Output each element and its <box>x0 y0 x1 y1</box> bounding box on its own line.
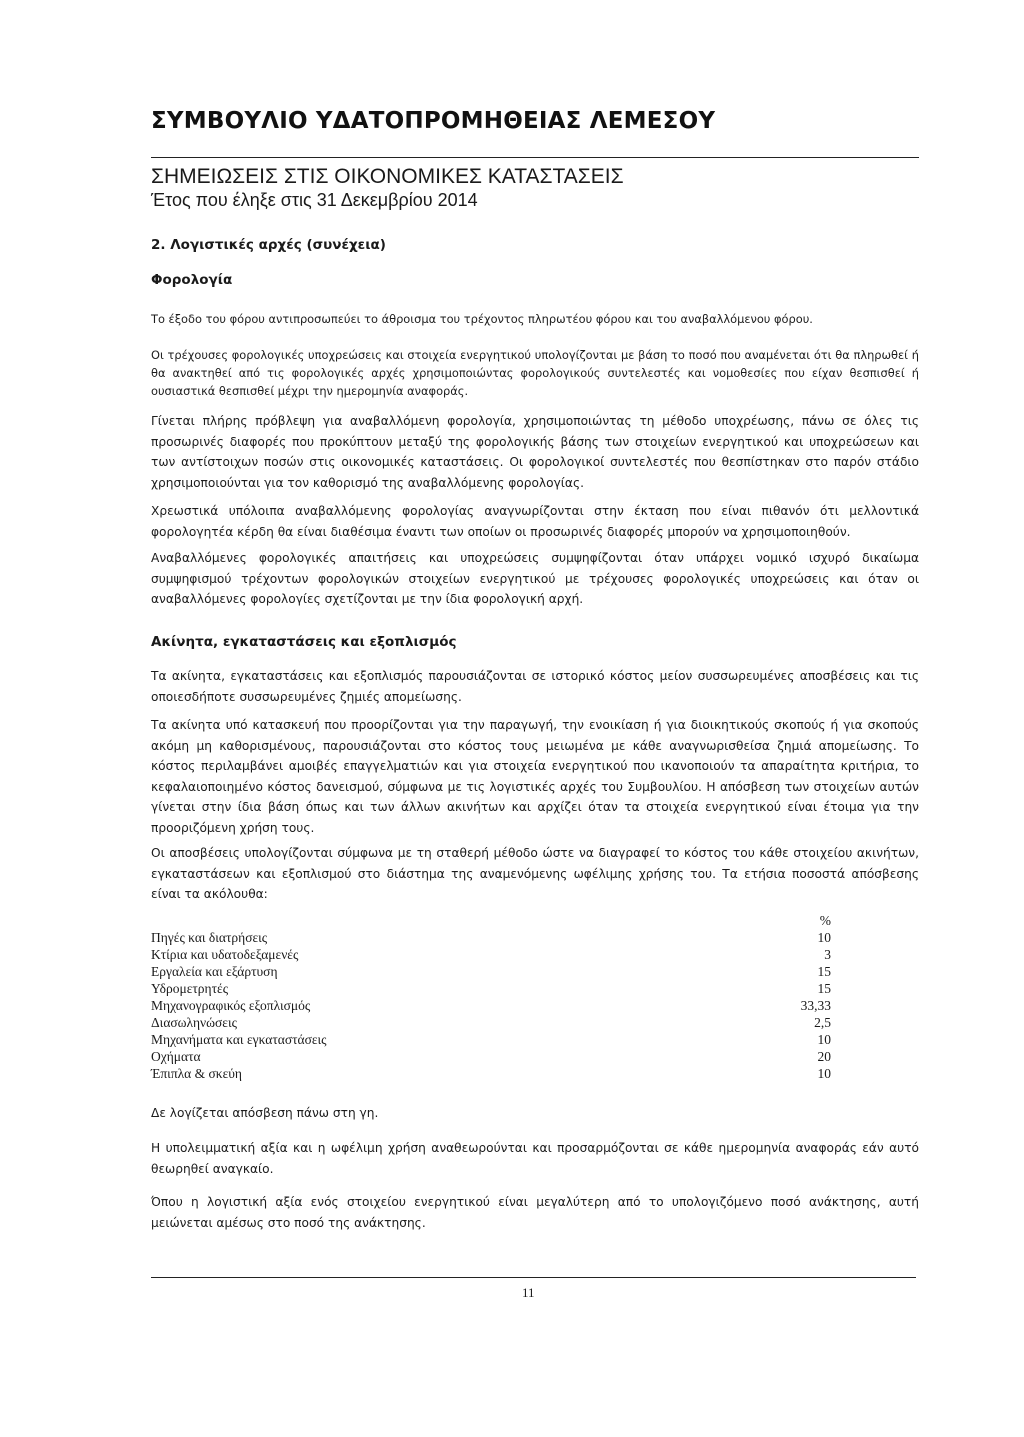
header-divider <box>151 157 919 158</box>
rates-header <box>151 913 831 930</box>
ppe-paragraph-4: Δε λογίζεται απόσβεση πάνω στη γη. <box>151 1106 379 1120</box>
taxation-paragraph-5: Αναβαλλόμενες φορολογικές απαιτήσεις και υποχρεώσεις συμψηφίζονται όταν υπάρχει νομικό ισχυρό δικαίωμα συμψηφισμού τρέχοντων φορολογικών στοιχείων ενεργητικού με τρέχουσες φορολογικές υποχρεώσεις και όταν οι αναβαλλόμενες φορολογίες σχετίζονται με την ίδια φορολογική αρχή. <box>151 551 919 606</box>
rate-label: Διασωληνώσεις <box>151 1015 237 1030</box>
ppe-paragraph-5: Η υπολειμματική αξία και η ωφέλιμη χρήση αναθεωρούνται και προσαρμόζονται σε κάθε ημερομηνία αναφοράς εάν αυτό θεωρηθεί αναγκαίο. <box>151 1141 919 1176</box>
rate-label: Μηχανήματα και εγκαταστάσεις <box>151 1032 327 1047</box>
ppe-paragraph-2: Τα ακίνητα υπό κατασκευή που προορίζονται για την παραγωγή, την ενοικίαση ή για διοικητικούς σκοπούς ή για σκοπούς ακόμη μη καθορισμένους, παρουσιάζονται στο κόστος τους μειωμένα με κάθε αναγνωρισθείσα ζημιά απομείωσης. Το κόστος περιλαμβάνει αμοιβές επαγγελματιών και για στοιχεία ενεργητικού που ικανοποιούν τα απαραίτητα κριτήρια, το κεφαλαιοποιημένο κόστος δανεισμού, σύμφωνα με τις λογιστικές αρχές του Συμβουλίου. Η απόσβεση των στοιχείων αυτών γίνεται στην ίδια βάση όπως και των άλλων ακινήτων και αρχίζει όταν τα στοιχεία ενεργητικού είναι έτοιμα για την προοριζόμενη χρήση τους. <box>151 718 919 835</box>
rate-row <box>151 1015 831 1032</box>
rate-value: 15 <box>817 964 831 979</box>
rate-row <box>151 947 831 964</box>
rate-value: 2,5 <box>814 1015 831 1030</box>
page-number: 11 <box>522 1285 535 1300</box>
rate-label: Οχήματα <box>151 1049 201 1064</box>
rate-row <box>151 981 831 998</box>
rate-row <box>151 1049 831 1066</box>
rate-label: Εργαλεία και εξάρτυση <box>151 964 278 979</box>
rate-value: 10 <box>817 1032 831 1047</box>
rate-value: 20 <box>817 1049 831 1064</box>
rate-value: 15 <box>817 981 831 996</box>
taxation-paragraph-1: Το έξοδο του φόρου αντιπροσωπεύει το άθροισμα του τρέχοντος πληρωτέου φόρου και του αναβαλλόμενου φόρου. <box>151 312 813 326</box>
rate-value: 3 <box>824 947 831 962</box>
rate-value: 10 <box>817 1066 831 1081</box>
rate-label: Υδρομετρητές <box>151 981 229 996</box>
percent-column-header: % <box>819 913 831 928</box>
rate-label: Κτίρια και υδατοδεξαμενές <box>151 947 299 962</box>
ppe-paragraph-3: Οι αποσβέσεις υπολογίζονται σύμφωνα με τη σταθερή μέθοδο ώστε να διαγραφεί το κόστος του κάθε στοιχείου ακινήτων, εγκαταστάσεων και εξοπλισμού στο διάστημα της αναμενόμενης ωφέλιμης χρήσης του. Τα ετήσια ποσοστά απόσβεσης είναι τα ακόλουθα: <box>151 846 919 901</box>
document-subtitle: ΣΗΜΕΙΩΣΕΙΣ ΣΤΙΣ ΟΙΚΟΝΟΜΙΚΕΣ ΚΑΤΑΣΤΑΣΕΙΣ <box>151 165 624 188</box>
ppe-heading: Ακίνητα, εγκαταστάσεις και εξοπλισμός <box>151 634 457 650</box>
footer-divider <box>151 1277 916 1278</box>
rate-row <box>151 1066 831 1083</box>
rate-value: 10 <box>817 930 831 945</box>
ppe-paragraph-6: Όπου η λογιστική αξία ενός στοιχείου ενεργητικού είναι μεγαλύτερη από το υπολογιζόμενο ποσό ανάκτησης, αυτή μειώνεται αμέσως στο ποσό της ανάκτησης. <box>151 1195 919 1230</box>
rate-label: Μηχανογραφικός εξοπλισμός <box>151 998 311 1013</box>
taxation-paragraph-3: Γίνεται πλήρης πρόβλεψη για αναβαλλόμενη φορολογία, χρησιμοποιώντας τη μέθοδο υποχρέωσης, πάνω σε όλες τις προσωρινές διαφορές που προκύπτουν μεταξύ της φορολογικής βάσης των στοιχείων ενεργητικού και υποχρεώσεων και των αντίστοιχων ποσών στις οικονομικές καταστάσεις. Οι φορολογικοί συντελεστές που θεσπίστηκαν στο παρόν στάδιο χρησιμοποιούνται για τον καθορισμό της αναβαλλόμενης φορολογίας. <box>151 414 919 490</box>
organization-title: ΣΥΜΒΟΥΛΙΟ ΥΔΑΤΟΠΡΟΜΗΘΕΙΑΣ ΛΕΜΕΣΟΥ <box>151 108 716 134</box>
rate-value: 33,33 <box>800 998 831 1013</box>
section-title: 2. Λογιστικές αρχές (συνέχεια) <box>151 237 386 253</box>
taxation-paragraph-4: Χρεωστικά υπόλοιπα αναβαλλόμενης φορολογίας αναγνωρίζονται στην έκταση που είναι πιθανόν ότι μελλοντικά φορολογητέα κέρδη θα είναι διαθέσιμα έναντι των οποίων οι προσωρινές διαφορές μπορούν να χρησιμοποιηθούν. <box>151 504 919 539</box>
taxation-heading: Φορολογία <box>151 272 233 288</box>
taxation-paragraph-2: Οι τρέχουσες φορολογικές υποχρεώσεις και στοιχεία ενεργητικού υπολογίζονται με βάση το ποσό που αναμένεται ότι θα πληρωθεί ή θα ανακτηθεί από τις φορολογικές αρχές χρησιμοποιώντας φορολογικούς συντελεστές και νομοθεσίες που είχαν θεσπισθεί ή ουσιαστικά θεσπισθεί μέχρι την ημερομηνία αναφοράς. <box>151 348 919 398</box>
rate-row <box>151 930 831 947</box>
rate-label: Έπιπλα & σκεύη <box>151 1066 242 1081</box>
rate-label: Πηγές και διατρήσεις <box>151 930 268 945</box>
rate-row <box>151 998 831 1015</box>
depreciation-rates-table <box>151 913 831 1083</box>
rate-row <box>151 964 831 981</box>
rate-row <box>151 1032 831 1049</box>
reporting-period: Έτος που έληξε στις 31 Δεκεμβρίου 2014 <box>151 190 478 210</box>
ppe-paragraph-1: Τα ακίνητα, εγκαταστάσεις και εξοπλισμός παρουσιάζονται σε ιστορικό κόστος μείον συσσωρευμένες αποσβέσεις και τις οποιεσδήποτε συσσωρευμένες ζημιές απομείωσης. <box>151 669 919 704</box>
